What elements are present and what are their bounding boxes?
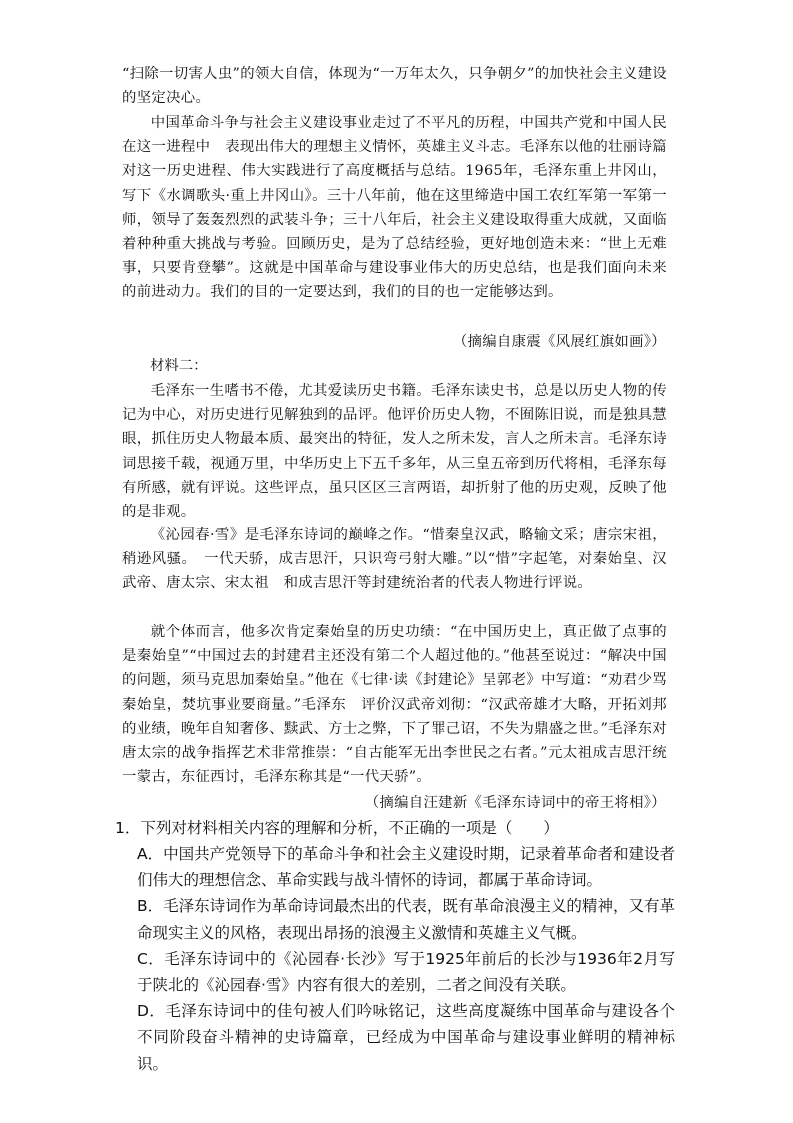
- source-citation-2: （摘编自汪建新《毛泽东诗词中的帝王将相》）: [364, 795, 666, 811]
- paragraph: 就个体而言，他多次肯定秦始皇的历史功绩：“在中国历史上，真正做了点事的是秦始皇”“中国过去的封建君主还没有第二个人超过他的。”他甚至说过：“解决中国的问题，须马克思加秦始皇。”他在《七律·读《封建论》呈郭老》中写道：“劝君少骂秦始皇，焚坑事业要商量。”毛泽东 评价汉武帝刘彻：“汉武帝雄才大略，开拓刘邦的业绩，晚年自知奢侈、黩武、方士之弊，下了罪己诏，不失为鼎盛之世。”毛泽东对唐太宗的战争指挥艺术非常推崇：“自古能军无出李世民之右者。”元太祖成吉思汗统一蒙古，东征西讨，毛泽东称其是“一代天骄”。: [122, 624, 667, 786]
- question-stem: 1．下列对材料相关内容的理解和分析，不正确的一项是（ ）: [115, 819, 559, 837]
- source-citation-1: （摘编自康震《风展红旗如画》）: [452, 334, 666, 350]
- option-b[interactable]: B．毛泽东诗词作为革命诗词最杰出的代表，既有革命浪漫主义的精神，又有革命现实主义的风格，表现出昂扬的浪漫主义激情和英雄主义气概。: [137, 897, 675, 942]
- paragraph: “扫除一切害人虫”的领大自信，体现为“一万年太久，只争朝夕”的加快社会主义建设的坚定决心。: [122, 66, 667, 107]
- material2-heading: 材料二：: [150, 358, 208, 374]
- material1-paragraph-2: [122, 111, 667, 305]
- paragraph: 毛泽东一生嗜书不倦，尤其爱读历史书籍。毛泽东读史书，总是以历史人物的传记为中心，对历史进行见解独到的品评。他评价历史人物，不囿陈旧说，而是独具慧眼，抓住历史人物最本质、最突出的特征，发人之所未发，言人之所未言。毛泽东诗词思接千载，视通万里，中华历史上下五千多年，从三皇五帝到历代将相，毛泽东每有所感，就有评说。这些评点，虽只区区三言两语，却折射了他的历史观，反映了他的是非观。: [122, 383, 667, 521]
- option-a[interactable]: A．中国共产党领导下的革命斗争和社会主义建设时期，记录着革命者和建设者们伟大的理想信念、革命实践与战斗情怀的诗词，都属于革命诗词。: [137, 845, 675, 890]
- paragraph: 《沁园春·雪》是毛泽东诗词的巅峰之作。“惜秦皇汉武，略输文采；唐宗宋祖，稍逊风骚。 一代天骄，成吉思汗，只识弯弓射大雕。”以“惜”字起笔，对秦始皇、汉武帝、唐太宗、宋太祖 和成吉思汗等封建统治者的代表人物进行评说。: [122, 527, 667, 592]
- material2-paragraph-3: [122, 620, 667, 789]
- paragraph: 中国革命斗争与社会主义建设事业走过了不平凡的历程，中国共产党和中国人民在这一进程中 表现出伟大的理想主义情怀，英雄主义斗志。毛泽东以他的壮丽诗篇对这一历史进程、伟大实践进行了高度概括与总结。1965年，毛泽东重上井冈山，写下《水调歌头·重上井冈山》。三十八年前，他在这里缔造中国工农红军第一军第一师，领导了轰轰烈烈的武装斗争；三十八年后，社会主义建设取得重大成就，又面临着种种重大挑战与考验。回顾历史，是为了总结经验，更好地创造未来：“世上无难事，只要肯登攀”。这就是中国革命与建设事业伟大的历史总结，也是我们面向未来的前进动力。我们的目的一定要达到，我们的目的也一定能够达到。: [122, 115, 667, 301]
- material2-paragraph-1: [122, 379, 667, 524]
- question-1: [115, 815, 675, 1077]
- material2-paragraph-2: [122, 523, 667, 596]
- material1-continuation: [122, 62, 667, 110]
- option-c[interactable]: C．毛泽东诗词中的《沁园春·长沙》写于1925年前后的长沙与1936年2月写于陕北的《沁园春·雪》内容有很大的差别，二者之间没有关联。: [137, 949, 675, 995]
- option-d[interactable]: D．毛泽东诗词中的佳句被人们吟咏铭记，这些高度凝练中国革命与建设各个不同阶段奋斗精神的史诗篇章，已经成为中国革命与建设事业鲜明的精神标识。: [137, 1002, 675, 1073]
